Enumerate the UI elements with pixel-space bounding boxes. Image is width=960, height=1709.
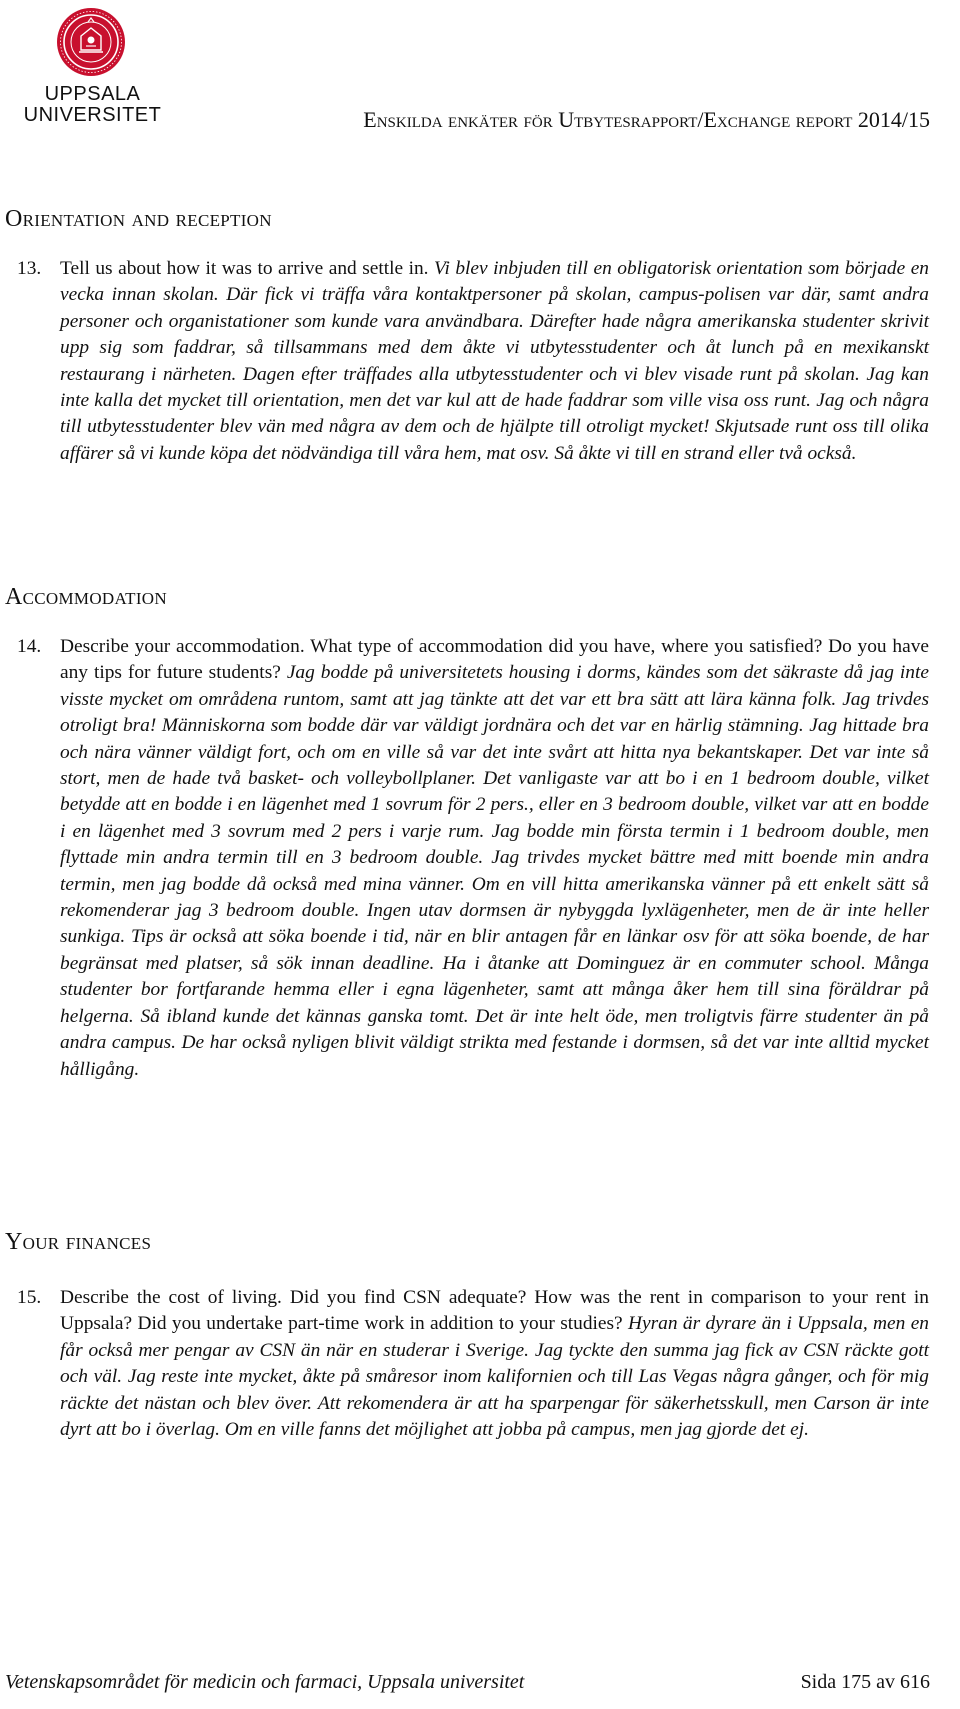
answer-text: Vi blev inbjuden till en obligatorisk orientation som började en vecka innan skolan. Där fick vi träffa våra kontaktpersoner på skolan, campus-polisen var där, samt andra personer och organistationer som kunde vara användbara. Därefter hade några amerikanska studenter skrivit upp sig som faddrar, så tillsammans med dem åkte vi utbytesstudenter och åt lunch på en mexikanskt restaurang i närheten. Dagen efter träffades alla utbytesstudenter och vi blev visade runt på skolan. Jag kan inte kalla det mycket till orientation, men det var kul att de hade faddrar som ville visa oss runt. Jag och några till utbytesstudenter blev vän med några av dem och de hjälpte till otroligt mycket! Skjutsade runt oss till olika affärer så vi kunde köpa det nödvändiga till våra hem, mat osv. Så åkte vi till en strand eller två också. <box>60 258 930 464</box>
question-number: 15. <box>17 1287 42 1308</box>
question-body <box>60 256 929 467</box>
question-text: Tell us about how it was to arrive and settle in. <box>60 258 429 279</box>
question-number: 14. <box>17 636 42 657</box>
university-name <box>5 84 180 126</box>
question-body <box>60 1285 929 1443</box>
question-13 <box>17 256 929 467</box>
question-14 <box>17 634 929 1083</box>
page-number: Sida 175 av 616 <box>800 1671 930 1693</box>
page-footer <box>5 1671 930 1694</box>
report-title: Enskilda enkäter för Utbytesrapport/Exchange report 2014/15 <box>363 107 930 132</box>
answer-text: Hyran är dyrare än i Uppsala, men en får också mer pengar av CSN än när en studerar i Sverige. Jag tyckte den summa jag fick av CSN räckte gott och väl. Jag reste inte mycket, åkte på småresor inom kalifornien och till Las Vegas några gånger, och för mig räckte det nästan och blev över. Att rekomendera är att ha sparpengar för säkerhetsskull, men Carson är inte dyrt att bo i överlag. Om en ville fanns det möjlighet att jobba på campus, men jag gjorde det ej. <box>60 1313 929 1441</box>
university-name-line1: UPPSALA <box>44 83 141 105</box>
question-15 <box>17 1285 929 1443</box>
question-text: Describe the cost of living. Did you find CSN adequate? How was the rent in comparison to your rent in Uppsala? Did you undertake part-time work in addition to your studies? <box>60 1287 929 1335</box>
university-seal-icon <box>55 6 127 78</box>
university-name-line2: UNIVERSITET <box>23 104 162 126</box>
question-number: 13. <box>17 258 42 279</box>
footer-faculty: Vetenskapsområdet för medicin och farmaci, Uppsala universitet <box>5 1671 525 1693</box>
section-title-orientation: Orientation and reception <box>5 206 272 232</box>
section-title-accommodation: Accommodation <box>5 584 167 610</box>
question-body <box>60 634 929 1083</box>
question-text: Describe your accommodation. What type of accommodation did you have, where you satisfied? Do you have any tips for future students? <box>60 636 929 684</box>
answer-text: Jag bodde på universitetets housing i dorms, kändes som det säkraste då jag inte visste mycket om områdena runtom, samt att jag tänkte att det var ett bra sätt att lära känna folk. Jag trivdes otroligt bra! Människorna som bodde där var väldigt jordnära och det var en härlig stämning. Jag hittade bra och nära vänner väldigt fort, och om en ville så var det inte svårt att hitta nya bekantskaper. Det var inte så stort, men de hade två basket- och volleybollplaner. Det vanligaste var att bo i en 1 bedroom double, vilket betydde att en bodde i en lägenhet med 1 sovrum för 2 pers., eller en 3 bedroom double, vilket var att en bodde i en lägenhet med 3 sovrum med 2 pers i varje rum. Jag bodde min första termin i 1 bedroom double, men flyttade min andra termin till en 3 bedroom double. Jag trivdes mycket bättre med mitt boende min andra termin, men jag bodde då också med mina vänner. Om en vill hitta amerikanska vänner på ett enkelt sätt så rekomenderar jag 3 bedroom double. Ingen utav dormsen är nybyggda lyxlägenheter, men de är inte heller sunkiga. Tips är också att söka boende i tid, när en blir antagen får en länkar osv för att söka boende, de har begränsat med platser, så sök innan deadline. Ha i åtanke att Dominguez är en commuter school. Många studenter bor fortfarande hemma eller i egna lägenheter, samt att många åker hem till sina föräldrar på helgerna. Så ibland kunde det kännas ganska tomt. Det är inte helt öde, men troligtvis färre studenter än på andra campus. De har också nyligen blivit väldigt strikta med festande i dormsen, så det var inte alltid mycket hålligång. <box>60 662 929 1080</box>
section-title-finances: Your finances <box>5 1229 152 1255</box>
